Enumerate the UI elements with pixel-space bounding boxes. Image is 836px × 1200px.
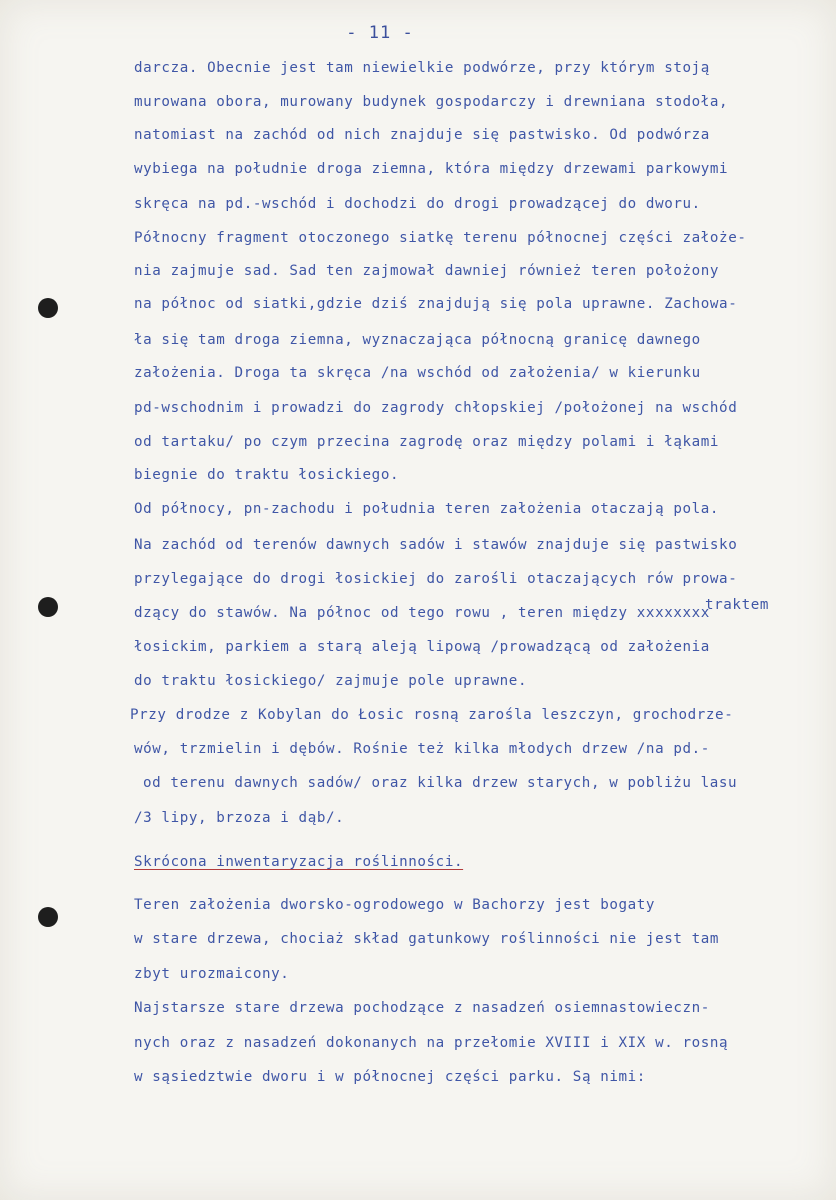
text-line: zbyt urozmaicony. [134, 966, 290, 982]
punch-hole [38, 597, 58, 617]
text-line: Teren założenia dworsko-ogrodowego w Bachorzy jest bogaty [134, 897, 656, 913]
text-line: ła się tam droga ziemna, wyznaczająca północną granicę dawnego [134, 332, 701, 348]
punch-hole [38, 298, 58, 318]
text-line: nia zajmuje sad. Sad ten zajmował dawniej również teren położony [134, 263, 720, 279]
text-line: Od północy, pn-zachodu i południa teren założenia otaczają pola. [134, 501, 720, 517]
text-line: darcza. Obecnie jest tam niewielkie podwórze, przy którym stoją [134, 60, 710, 76]
text-line: przylegające do drogi łosickiej do zarośli otaczających rów prowa- [134, 571, 738, 587]
text-line: wów, trzmielin i dębów. Rośnie też kilka młodych drzew /na pd.- [134, 741, 710, 757]
punch-hole [38, 907, 58, 927]
text-line: łosickim, parkiem a starą aleją lipową /prowadzącą od założenia [134, 639, 710, 655]
text-line: na północ od siatki,gdzie dziś znajdują się pola uprawne. Zachowa- [134, 296, 738, 312]
page-number: - 11 - [346, 23, 414, 43]
text-line: biegnie do traktu łosickiego. [134, 467, 400, 483]
text-line: nych oraz z nasadzeń dokonanych na przełomie XVIII i XIX w. rosną [134, 1035, 729, 1051]
text-line: do traktu łosickiego/ zajmuje pole uprawne. [134, 673, 528, 689]
text-line: murowana obora, murowany budynek gospodarczy i drewniana stodoła, [134, 94, 729, 110]
text-line: Przy drodze z Kobylan do Łosic rosną zarośla leszczyn, grochodrze- [130, 707, 734, 723]
text-line: Północny fragment otoczonego siatkę terenu północnej części założe- [134, 230, 747, 246]
text-line: /3 lipy, brzoza i dąb/. [134, 810, 345, 826]
text-line: Najstarsze stare drzewa pochodzące z nasadzeń osiemnastowieczn- [134, 1000, 710, 1016]
text-line: w sąsiedztwie dworu i w północnej części parku. Są nimi: [134, 1069, 646, 1085]
text-line: skręca na pd.-wschód i dochodzi do drogi prowadzącej do dworu. [134, 196, 701, 212]
text-line: założenia. Droga ta skręca /na wschód od założenia/ w kierunku [134, 365, 701, 381]
section-heading: Skrócona inwentaryzacja roślinności. [134, 854, 464, 870]
text-line: od terenu dawnych sadów/ oraz kilka drzew starych, w pobliżu lasu [143, 775, 738, 791]
overtype-correction: traktem [705, 597, 769, 613]
text-line: wybiega na południe droga ziemna, która między drzewami parkowymi [134, 161, 729, 177]
text-line: od tartaku/ po czym przecina zagrodę oraz między polami i łąkami [134, 434, 720, 450]
text-line: pd-wschodnim i prowadzi do zagrody chłopskiej /położonej na wschód [134, 400, 738, 416]
text-line: dzący do stawów. Na północ od tego rowu , teren między xxxxxxxx [134, 605, 710, 621]
text-line: natomiast na zachód od nich znajduje się pastwisko. Od podwórza [134, 127, 710, 143]
text-line: Na zachód od terenów dawnych sadów i stawów znajduje się pastwisko [134, 537, 738, 553]
text-line: w stare drzewa, chociaż skład gatunkowy roślinności nie jest tam [134, 931, 720, 947]
